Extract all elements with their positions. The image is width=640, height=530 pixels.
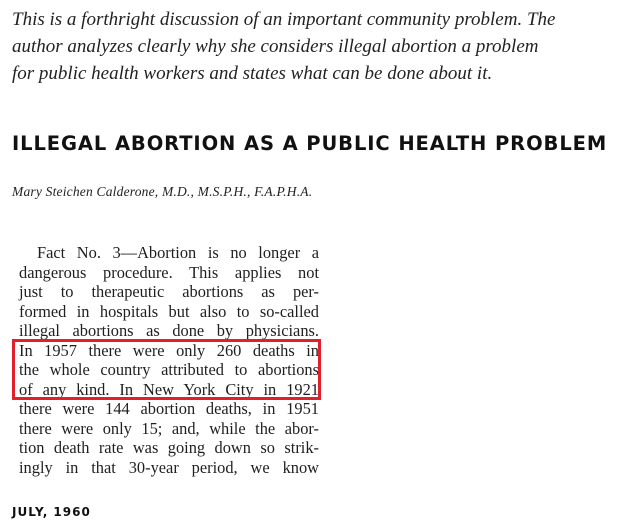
body-line-11: tion death rate was going down so strik-	[19, 438, 319, 457]
article-author: Mary Steichen Calderone, M.D., M.S.P.H., F.A.P.H.A.	[12, 184, 313, 199]
body-line-10: there were only 15; and, while the abor-	[19, 418, 319, 438]
body-text-column	[19, 243, 319, 477]
intro-line-2: author analyzes clearly why she considers illegal abortion a problem	[12, 36, 539, 57]
body-line-6: In 1957 there were only 260 deaths in	[19, 340, 319, 360]
intro-paragraph	[12, 6, 637, 87]
body-line-7: the whole country attributed to abortions	[19, 360, 319, 379]
body-line-4: formed in hospitals but also to so-called	[19, 301, 319, 321]
article-title: ILLEGAL ABORTION AS A PUBLIC HEALTH PROBLEM	[12, 132, 608, 155]
body-line-8: of any kind. In New York City in 1921	[19, 379, 319, 399]
body-line-12: ingly in that 30-year period, we know	[19, 457, 319, 477]
footer-date: JULY, 1960	[12, 505, 91, 519]
body-line-3: just to therapeutic abortions as per-	[19, 282, 319, 301]
intro-line-3: for public health workers and states what can be done about it.	[12, 63, 493, 84]
intro-line-1: This is a forthright discussion of an important community problem. The	[12, 9, 556, 30]
body-line-9: there were 144 abortion deaths, in 1951	[19, 399, 319, 418]
body-line-5: illegal abortions as done by physicians.	[19, 321, 319, 340]
body-line-1: Fact No. 3—Abortion is no longer a	[37, 243, 319, 262]
body-line-2: dangerous procedure. This applies not	[19, 262, 319, 282]
